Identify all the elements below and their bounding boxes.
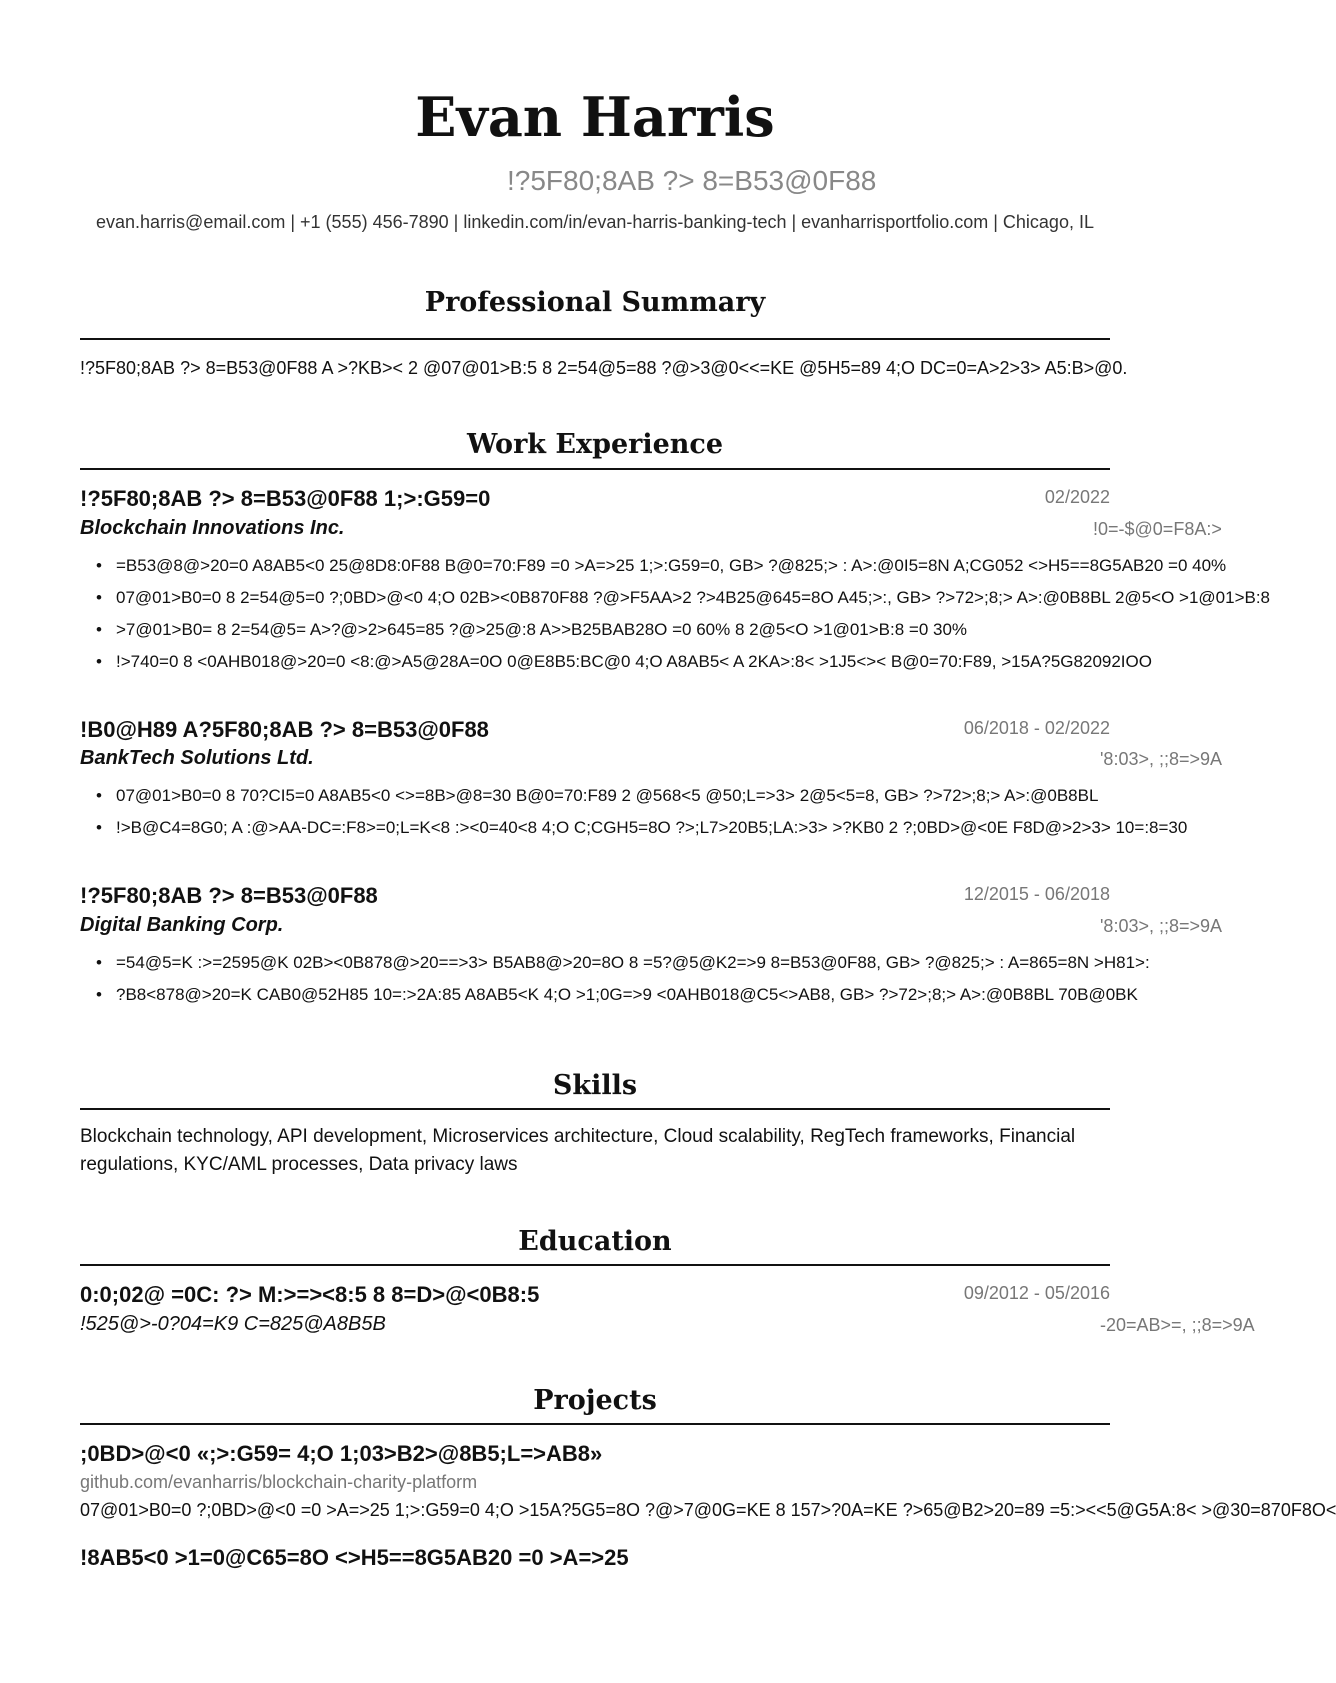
job-bullets <box>80 553 1271 681</box>
section-title-experience: Work Experience <box>466 429 724 460</box>
section-title-summary: Professional Summary <box>424 287 766 318</box>
list-item: • ?B8<878@>20=K CAB0@52H85 10=:>2A:85 A8AB5<K 4;O >1;0G=>9 <0AHB018@C5<>AB8, GB> ?>72>;8;> A>:@0B8BL 70B@0BK <box>80 982 1190 1014</box>
job-title: !B0@H89 A?5F80;8AB ?> 8=B53@0F88 <box>80 717 489 742</box>
section-divider <box>80 468 1110 470</box>
company-name: BankTech Solutions Ltd. <box>80 747 314 769</box>
education-location: -20=AB>=, ;;8=>9A <box>1100 1315 1255 1335</box>
list-item: • >7@01>B0= 8 2=54@5= A>?@>2>645=85 ?@>25@:8 A>>B25BAB28O =0 60% 8 2@5<O >1@01>B:8 =0 30% <box>80 617 1190 649</box>
project-name: !8AB5<0 >1=0@C65=8O <>H5==8G5AB20 =0 >A=>25 <box>80 1545 629 1570</box>
project-link[interactable]: github.com/evanharris/blockchain-charity-platform <box>80 1472 478 1492</box>
section-title-projects: Projects <box>533 1385 657 1416</box>
list-item: • 07@01>B0=0 8 70?CI5=0 A8AB5<0 <>=8B>@8=30 B@0=70:F89 2 @568<5 @50;L=>3> 2@5<5=8, GB> ?>72>;8;> A>:@0B8BL <box>80 783 1190 815</box>
section-title-education: Education <box>518 1226 672 1257</box>
candidate-name: Evan Harris <box>415 85 775 149</box>
section-divider <box>80 338 1110 340</box>
project-description: 07@01>B0=0 ?;0BD>@<0 =0 >A=>25 1;>:G59=0 4;O >15A?5G5=8O ?@>7@0G=KE 8 157>?0A=KE ?>65@B2>20=89 =5:><<5@G5A:8< >@30=870F8O< <box>80 1500 1336 1520</box>
job-subtitle: !?5F80;8AB ?> 8=B53@0F88 <box>507 165 877 196</box>
job-bullets <box>80 783 1190 847</box>
job-location: '8:03>, ;;8=>9A <box>1100 749 1223 769</box>
section-divider <box>80 1423 1110 1425</box>
job-title: !?5F80;8AB ?> 8=B53@0F88 1;>:G59=0 <box>80 486 491 511</box>
job-title: !?5F80;8AB ?> 8=B53@0F88 <box>80 883 378 908</box>
section-title-skills: Skills <box>552 1070 638 1101</box>
institution-name: !525@>-0?04=K9 C=825@A8B5B <box>80 1313 386 1335</box>
job-date: 02/2022 <box>1044 487 1110 507</box>
list-item: • =54@5=K :>=2595@K 02B><0B878@>20==>3> B5AB8@>20=8O 8 =5?@5@K2=>9 8=B53@0F88, GB> ?@825;> : A=865=8N >H81>: <box>80 950 1190 982</box>
company-name: Digital Banking Corp. <box>80 914 284 936</box>
job-bullets <box>80 950 1190 1014</box>
job-date: 12/2015 - 06/2018 <box>963 884 1110 904</box>
list-item: • =B53@8@>20=0 A8AB5<0 25@8D8:0F88 B@0=70:F89 =0 >A=>25 1;>:G59=0, GB> ?@825;> : A>:@0I5=8N A;CG052 <>H5==8G5AB20 =0 40% <box>80 553 1190 585</box>
list-item: • !>B@C4=8G0; A :@>AA-DC=:F8>=0;L=K<8 :><0=40<8 4;O C;CGH5=8O ?>;L7>20B5;LA:>3> >?KB0 2 ?;0BD>@<0E F8D@>2>3> 10=:8=30 <box>80 815 1190 847</box>
job-location: '8:03>, ;;8=>9A <box>1100 916 1223 936</box>
skills-text: Blockchain technology, API development, Microservices architecture, Cloud scalability, RegTech frameworks, Financial regulations, KYC/AML processes, Data privacy laws <box>80 1126 1076 1175</box>
job-location: !0=-$@0=F8A:> <box>1093 519 1222 539</box>
project-name: ;0BD>@<0 «;>:G59= 4;O 1;03>B2>@8B5;L=>AB8» <box>80 1441 603 1466</box>
list-item: • !>740=0 8 <0AHB018@>20=0 <8:@>A5@28A=0O 0@E8B5:BC@0 4;O A8AB5< A 2KA>:8< >1J5<>< B@0=70:F89, >15A?5G82092IOO <box>80 649 1190 681</box>
company-name: Blockchain Innovations Inc. <box>80 517 345 539</box>
section-divider <box>80 1108 1110 1110</box>
education-date: 09/2012 - 05/2016 <box>963 1283 1110 1303</box>
contact-info: evan.harris@email.com | +1 (555) 456-7890 | linkedin.com/in/evan-harris-banking-tech | evanharrisportfolio.com | Chicago, IL <box>96 212 1094 232</box>
summary-text: !?5F80;8AB ?> 8=B53@0F88 A >?KB>< 2 @07@01>B:5 8 2=54@5=88 ?@>3@0<<=KE @5H5=89 4;O DC=0=A>2>3> A5:B>@0. <box>80 358 1128 378</box>
section-divider <box>80 1264 1110 1266</box>
degree-name: 0:0;02@ =0C: ?> M:>=><8:5 8 8=D>@<0B8:5 <box>80 1282 540 1307</box>
list-item: • 07@01>B0=0 8 2=54@5=0 ?;0BD>@<0 4;O 02B><0B870F88 ?@>F5AA>2 ?>4B25@645=8O A45;>:, GB> ?>72>;8;> A>:@0B8BL 2@5<O >1@01>B:8 <box>80 585 1190 617</box>
job-date: 06/2018 - 02/2022 <box>963 718 1110 738</box>
